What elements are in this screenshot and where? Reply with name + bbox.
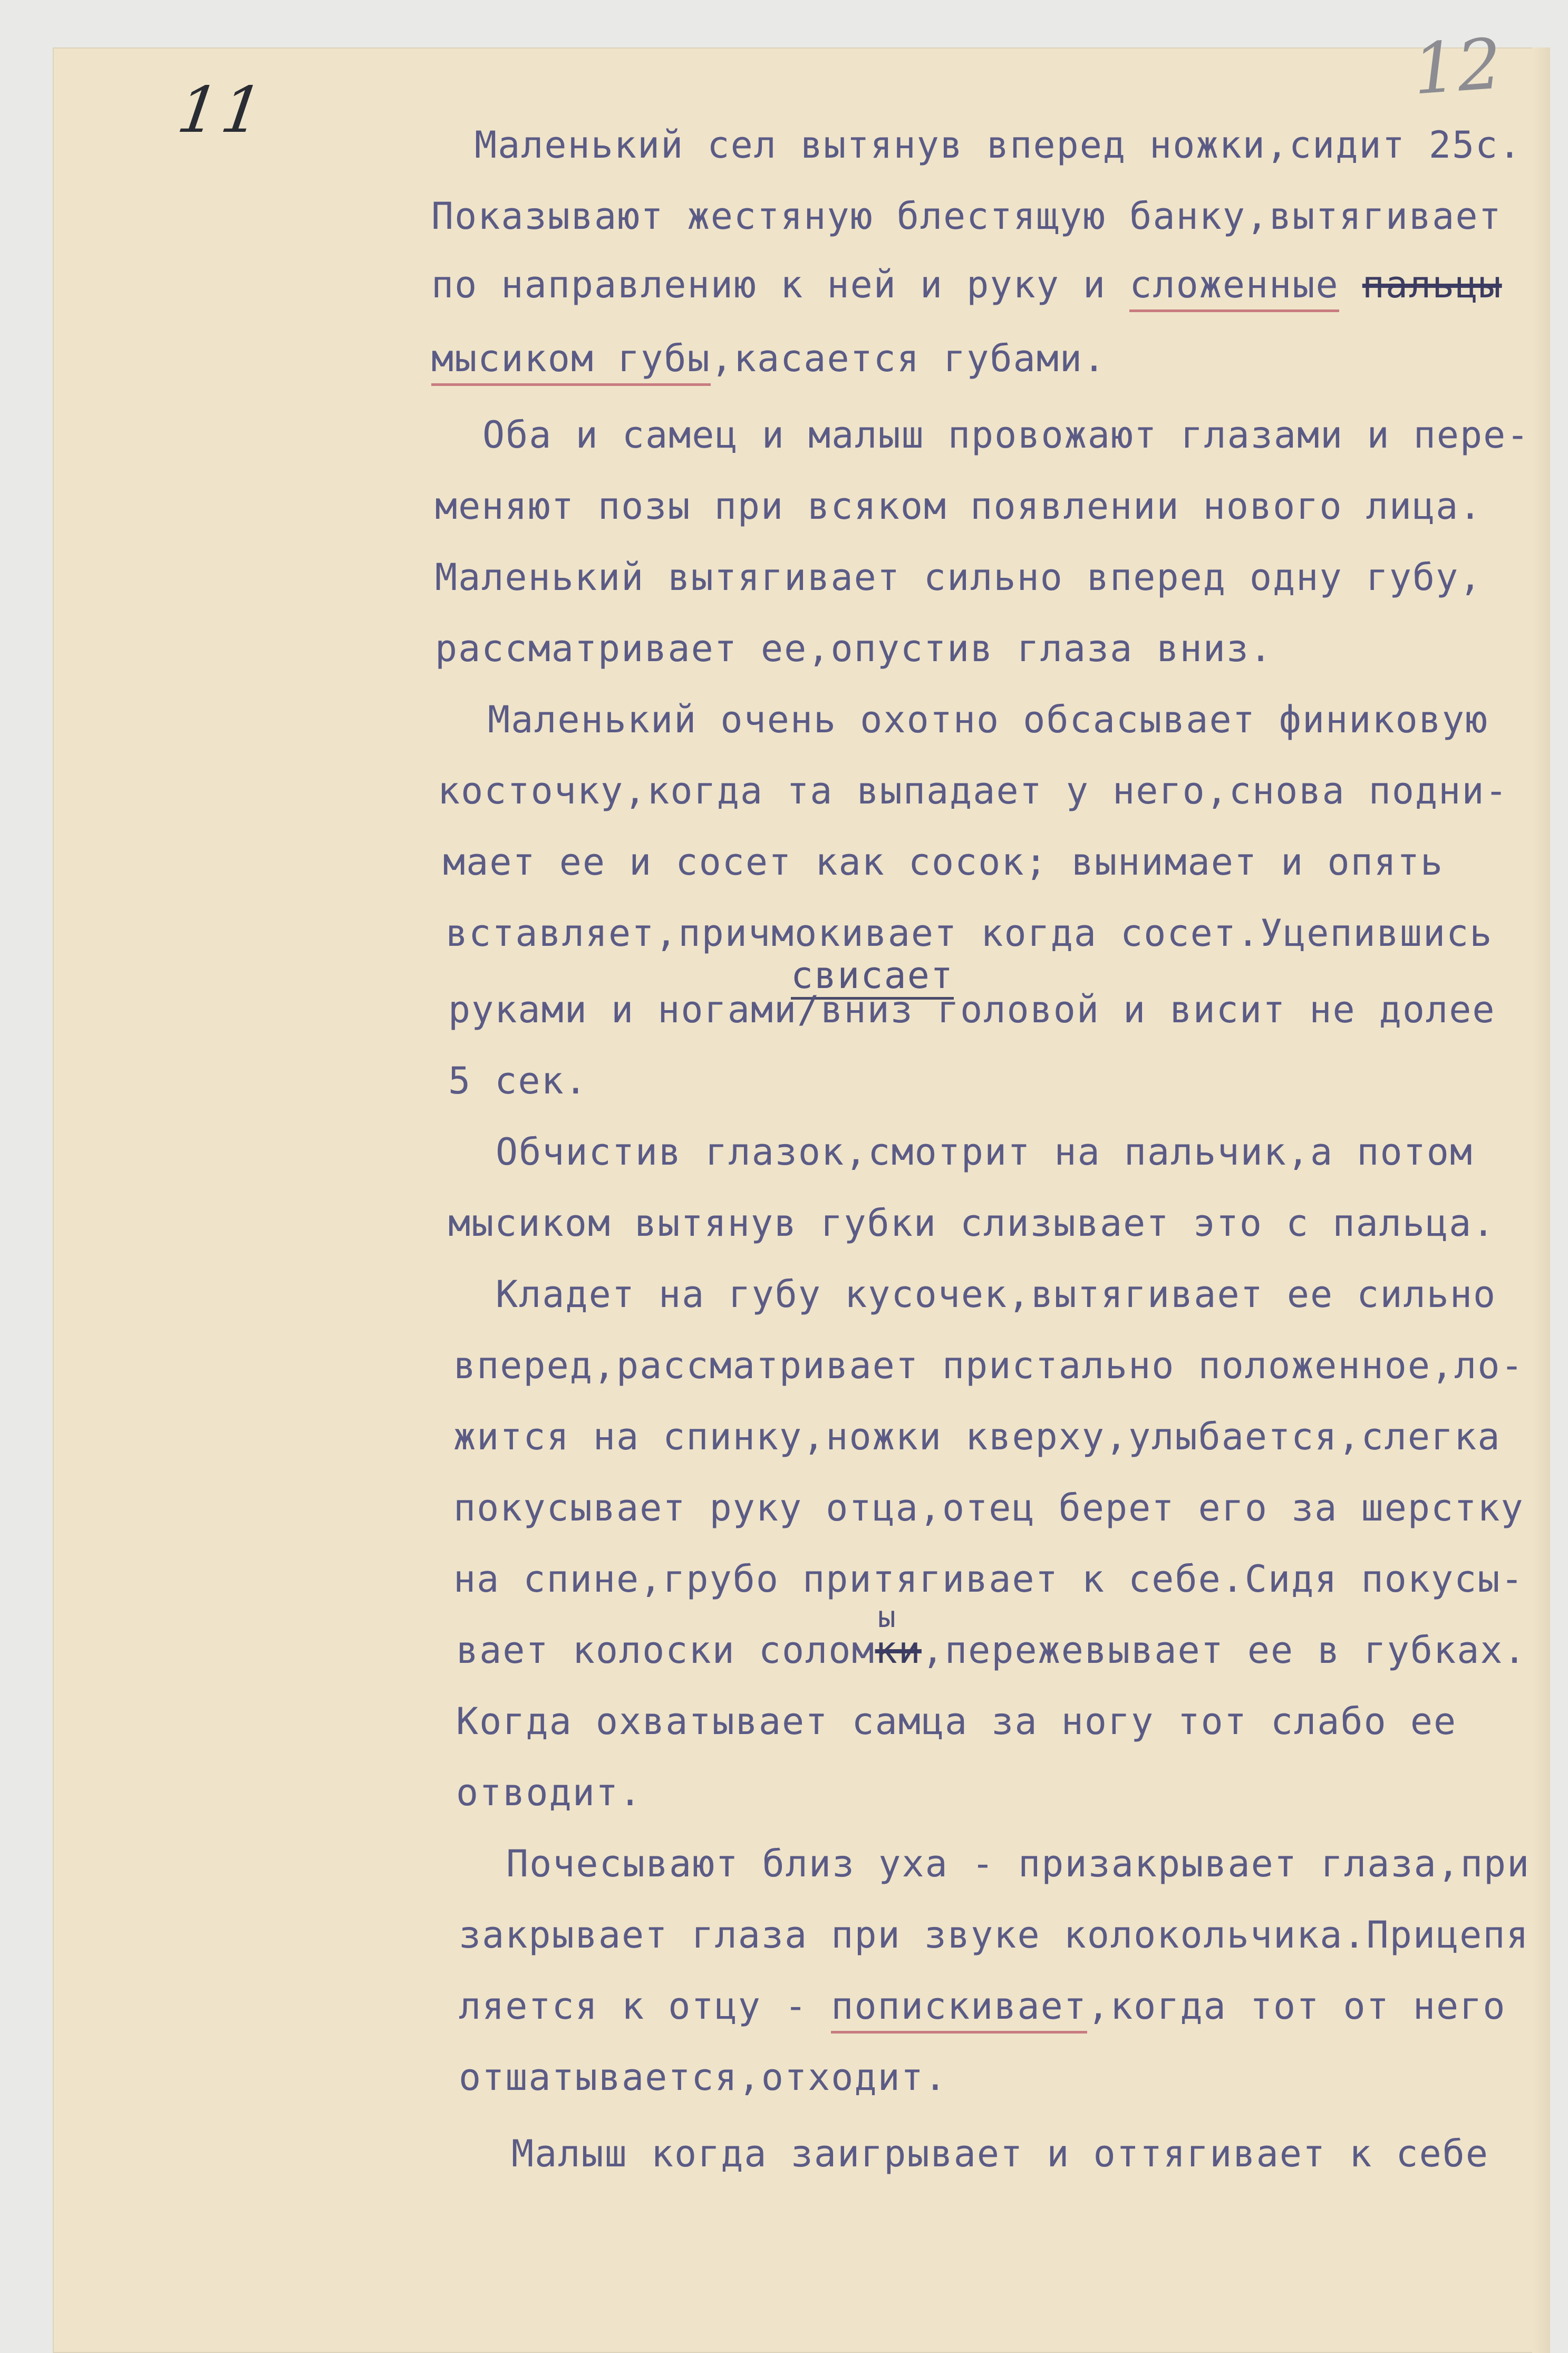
text-line-21: на спине,грубо притягивает к себе.Сидя покусы- — [453, 1557, 1524, 1601]
struck-through-letters: ки — [875, 1629, 922, 1672]
text-line-28: отшатывается,отходит. — [459, 2056, 948, 2099]
text-line-25: Почесывают близ уха - призакрывает глаза,при — [506, 1842, 1531, 1885]
handwritten-insertion: свисает — [791, 957, 954, 1000]
text-line-2: Показывают жестяную блестящую банку,вытягивает — [431, 195, 1502, 238]
text-line-6: меняют позы при всяком появлении нового лица. — [435, 485, 1483, 528]
text-line-1: Маленький сел вытянув вперед ножки,сидит 25с. — [475, 123, 1522, 167]
text-line-24: отводит. — [456, 1771, 643, 1814]
text-span: вает колоски солом — [456, 1629, 875, 1672]
struck-through-word: пальцы — [1362, 263, 1502, 306]
text-line-27 — [459, 1984, 1506, 2028]
underlined-phrase-red: мысиком губы — [431, 337, 711, 386]
underlined-word-red: сложенные — [1129, 263, 1339, 312]
text-line-11: мает ее и сосет как сосок; вынимает и опять — [443, 840, 1444, 884]
folio-number-right: 12 — [1410, 23, 1505, 111]
text-line-8: рассматривает ее,опустив глаза вниз. — [435, 627, 1273, 670]
text-line-17: Кладет на губу кусочек,вытягивает ее сильно — [496, 1273, 1497, 1316]
sheet-edge — [1532, 47, 1550, 2353]
text-line-20: покусывает руку отца,отец берет его за шерстку — [453, 1486, 1524, 1529]
text-line-13 — [448, 988, 1496, 1031]
text-span: вниз головой и висит не долее — [820, 988, 1496, 1031]
text-line-22 — [456, 1629, 1527, 1672]
text-line-15: Обчистив глазок,смотрит на пальчик,а потом — [496, 1130, 1474, 1174]
text-line-3 — [431, 263, 1502, 306]
text-line-16: мысиком вытянув губки слизывает это с пальца. — [448, 1202, 1496, 1245]
text-span: ляется к отцу - — [459, 1984, 831, 2028]
text-line-19: жится на спинку,ножки кверху,улыбается,слегка — [453, 1415, 1501, 1458]
handwritten-insertion: ы — [878, 1600, 897, 1634]
text-line-4 — [431, 337, 1107, 380]
text-line-18: вперед,рассматривает пристально положенное,ло- — [453, 1344, 1524, 1387]
insertion-mark: / — [797, 988, 821, 1031]
text-line-5: Оба и самец и малыш провожают глазами и пере- — [482, 413, 1530, 457]
text-line-7: Маленький вытягивает сильно вперед одну губу, — [435, 556, 1483, 599]
text-line-26: закрывает глаза при звуке колокольчика.Прицепя — [459, 1913, 1530, 1957]
text-span — [1339, 263, 1362, 306]
text-line-9: Маленький очень охотно обсасывает финиковую — [488, 698, 1489, 741]
text-span: ,пережевывает ее в губках. — [921, 1629, 1527, 1672]
text-line-23: Когда охватывает самца за ногу тот слабо ее — [456, 1700, 1457, 1743]
text-span: руками и ногами — [448, 988, 798, 1031]
text-line-10: косточку,когда та выпадает у него,снова подни- — [438, 769, 1508, 812]
folio-number-left: 11 — [173, 74, 270, 147]
text-span: ,когда тот от него — [1087, 1984, 1506, 2028]
text-line-12: вставляет,причмокивает когда сосет.Уцепившись — [446, 912, 1493, 955]
underlined-word-red: попискивает — [831, 1984, 1087, 2034]
text-line-14: 5 сек. — [448, 1059, 588, 1102]
text-line-29: Малыш когда заигрывает и оттягивает к себе — [511, 2132, 1489, 2175]
text-span: ,касается губами. — [710, 337, 1107, 380]
text-span: по направлению к ней и руку и — [431, 263, 1130, 306]
